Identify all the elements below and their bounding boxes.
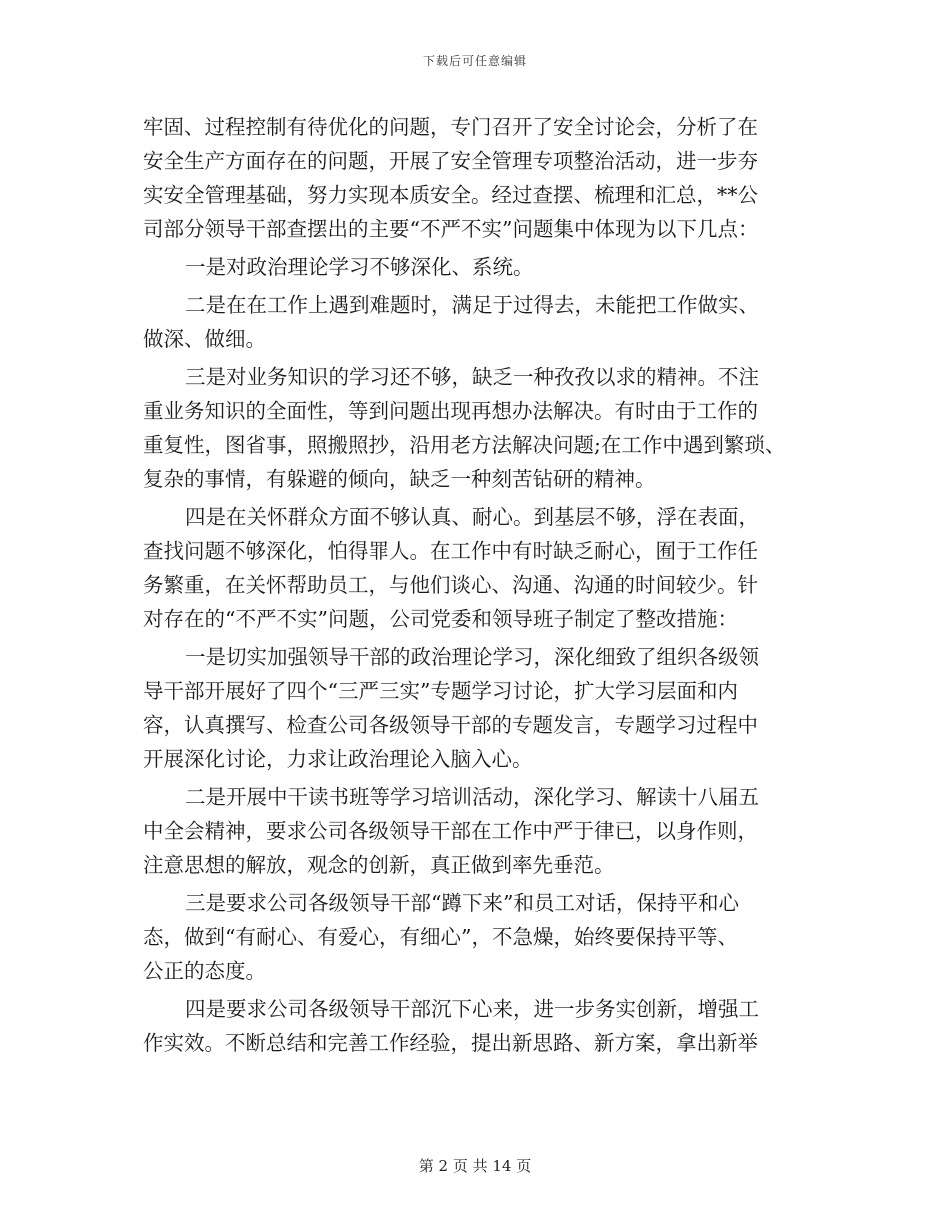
body-line: 务繁重，在关怀帮助员工，与他们谈心、沟通、沟通的时间较少。针 — [143, 573, 758, 597]
paragraph-first-line: 三是对业务知识的学习还不够，缺乏一种孜孜以求的精神。不注 — [185, 365, 759, 389]
body-line: 重复性，图省事，照搬照抄，沿用老方法解决问题;在工作中遇到繁琐、 — [143, 433, 786, 457]
body-line: 实安全管理基础，努力实现本质安全。经过查摆、梳理和汇总，**公 — [143, 183, 758, 207]
body-line: 安全生产方面存在的问题，开展了安全管理专项整治活动，进一步夯 — [143, 149, 758, 173]
paragraph-first-line: 一是切实加强领导干部的政治理论学习，深化细致了组织各级领 — [185, 645, 759, 669]
paragraph-first-line: 一是对政治理论学习不够深化、系统。 — [185, 255, 534, 279]
page-number-footer: 第 2 页 共 14 页 — [418, 1157, 532, 1175]
body-line: 容，认真撰写、检查公司各级领导干部的专题发言，专题学习过程中 — [143, 713, 758, 737]
paragraph-first-line: 二是开展中干读书班等学习培训活动，深化学习、解读十八届五 — [185, 785, 759, 809]
body-line: 重业务知识的全面性，等到问题出现再想办法解决。有时由于工作的 — [143, 399, 758, 423]
body-line: 牢固、过程控制有待优化的问题，专门召开了安全讨论会，分析了在 — [143, 115, 758, 139]
body-line: 注意思想的解放，观念的创新，真正做到率先垂范。 — [143, 853, 615, 877]
page-header: 下载后可任意编辑 — [422, 54, 527, 68]
body-line: 司部分领导干部查摆出的主要“不严不实”问题集中体现为以下几点： — [143, 217, 759, 241]
document-body — [143, 110, 803, 1060]
body-line: 公正的态度。 — [143, 959, 266, 983]
body-line: 态，做到“有耐心、有爱心，有细心”，不急燥，始终要保持平等、 — [143, 925, 738, 949]
body-line: 做深、做细。 — [143, 327, 266, 351]
paragraph-first-line: 四是在关怀群众方面不够认真、耐心。到基层不够，浮在表面， — [185, 505, 759, 529]
body-line: 导干部开展好了四个“三严三实”专题学习讨论，扩大学习层面和内 — [143, 679, 738, 703]
paragraph-first-line: 二是在在工作上遇到难题时，满足于过得去，未能把工作做实、 — [185, 293, 759, 317]
body-line: 复杂的事情，有躲避的倾向，缺乏一种刻苦钻研的精神。 — [143, 467, 656, 491]
body-line: 中全会精神，要求公司各级领导干部在工作中严于律已，以身作则， — [143, 819, 758, 843]
body-line: 查找问题不够深化，怕得罪人。在工作中有时缺乏耐心，囿于工作任 — [143, 539, 758, 563]
body-line: 作实效。不断总结和完善工作经验，提出新思路、新方案，拿出新举 — [143, 1031, 758, 1055]
body-line: 对存在的“不严不实”问题，公司党委和领导班子制定了整改措施： — [143, 607, 738, 631]
paragraph-first-line: 三是要求公司各级领导干部“蹲下来”和员工对话，保持平和心 — [185, 891, 739, 915]
body-line: 开展深化讨论，力求让政治理论入脑入心。 — [143, 747, 533, 771]
paragraph-first-line: 四是要求公司各级领导干部沉下心来，进一步务实创新，增强工 — [185, 997, 759, 1021]
